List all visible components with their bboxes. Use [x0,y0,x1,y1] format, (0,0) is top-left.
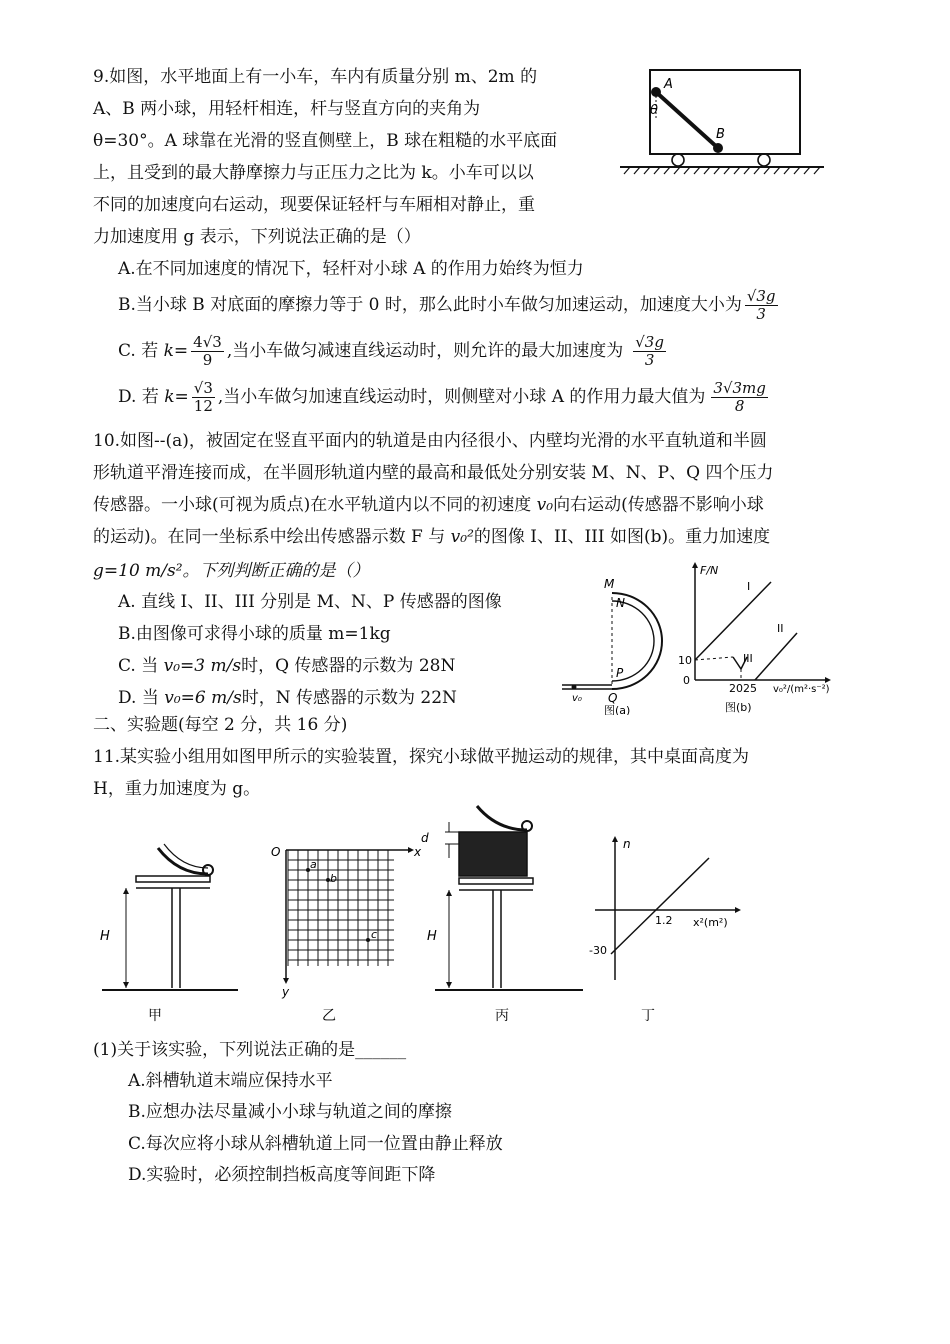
q9-line: 上，且受到的最大静摩擦力与正压力之比为 k。小车可以以 [93,163,534,183]
label-a: A [664,77,673,92]
y-axis-label: F/N [700,564,719,577]
q10-option-c-v: v₀=3 m/s [163,656,242,676]
caption-fig-a: 图(a) [604,704,631,715]
label-d: d [421,831,429,845]
k-symbol: k= [164,387,189,407]
q10-option-c-text: 时，Q 传感器的示数为 28N [241,656,456,676]
frac-num: √3 [193,379,213,397]
q10-line [93,494,764,516]
q9-option-c-pre: C. 若 [118,341,159,361]
frac-num: 3√3mg [713,379,766,397]
q9-option-b-text: B.当小球 B 对底面的摩擦力等于 0 时，那么此时小车做匀加速运动，加速度大小为 [118,295,742,315]
q9-option-a: A.在不同加速度的情况下，轻杆对小球 A 的作用力始终为恒力 [118,259,584,279]
origin-label: 0 [683,674,690,687]
frac-den: 3 [756,305,766,323]
frac-den: 12 [193,397,213,415]
caption-jia: 甲 [148,1008,162,1024]
q10-option-c [118,655,455,677]
label-x2: x²(m²) [693,916,728,929]
label-n: n [623,837,631,851]
q9-line: θ=30°。A 球靠在光滑的竖直侧壁上，B 球在粗糙的水平底面 [93,131,558,151]
q10-line-text: 传感器。一小球(可视为质点)在水平轨道内以不同的初速度 [93,495,532,515]
q10-line-tail: 向右运动(传感器不影响小球 [553,495,764,515]
q9-option-d-pre: D. 若 [118,387,159,407]
q9-option-b [118,286,781,324]
q9-line: A、B 两小球，用轻杆相连，杆与竖直方向的夹角为 [93,99,481,119]
q11-figure-jia [90,830,240,1025]
label-y: y [282,985,290,999]
label-a: a [310,858,317,871]
q10-option-d [118,687,457,709]
label-theta: θ [650,103,658,118]
q11-option-b: B.应想办法尽量减小小球与轨道之间的摩擦 [128,1102,452,1122]
q11-line: 11.某实验小组用如图甲所示的实验装置，探究小球做平抛运动的规律，其中桌面高度为 [93,747,750,767]
x-axis-label: v₀²/(m²·s⁻²) [773,684,830,695]
q10-option-c-pre: C. 当 [118,656,159,676]
q11-option-a: A.斜槽轨道末端应保持水平 [128,1071,333,1091]
label-n: N [616,596,625,610]
label-q: Q [608,691,618,705]
q10-line-text: 的运动)。在同一坐标系中绘出传感器示数 F 与 [93,527,446,547]
q11-line: H，重力加速度为 g。 [93,779,261,799]
series-label-iii: III [743,652,753,665]
q10-figure-a [560,575,670,715]
q10-line: 形轨道平滑连接而成，在半圆形轨道内壁的最高和最低处分别安装 M、N、P、Q 四个压力 [93,463,774,483]
q9-option-d [118,378,771,416]
label-m: M [604,577,615,591]
label-h: H [100,929,110,944]
q10-line [93,526,770,548]
q9-option-d-text: ,当小车做匀加速直线运动时，则侧壁对小球 A 的作用力最大值为 [217,387,706,407]
q11-sub1: (1)关于该实验，下列说法正确的是______ [93,1040,407,1060]
label-h: H [427,929,437,944]
label-o: O [271,845,281,859]
q9-line: 9.如图，水平地面上有一小车，车内有质量分别 m、2m 的 [93,67,538,87]
label-v0: v₀ [572,693,582,704]
q10-option-d-v: v₀=6 m/s [164,688,242,708]
series-label-i: I [747,580,751,593]
q11-option-d: D.实验时，必须控制挡板高度等间距下降 [128,1165,436,1185]
k-frac [192,380,215,415]
caption-yi: 乙 [322,1008,336,1024]
frac-den: 8 [734,397,745,415]
q11-figure-bing [415,800,590,1025]
q10-g-line: g=10 m/s²。下列判断正确的是（） [93,561,370,581]
frac-den: 3 [644,351,655,369]
caption-bing: 丙 [495,1008,509,1024]
section-title: 二、实验题(每空 2 分，共 16 分) [93,715,348,735]
v0-symbol: v₀ [536,495,554,515]
k-frac [191,334,224,369]
tick-minus-30: -30 [589,944,607,957]
series-label-ii: II [777,622,784,635]
board [459,832,527,876]
label-x: x [414,845,422,859]
fit-line [611,858,709,954]
line-i [695,582,771,660]
caption-fig-b: 图(b) [725,701,752,714]
q9-option-c-text: ,当小车做匀减速直线运动时，则允许的最大加速度为 [226,341,624,361]
line-ii [755,633,797,680]
label-b: B [716,127,725,142]
q9-option-c [118,332,669,370]
q9-line: 不同的加速度向右运动，现要保证轻杆与车厢相对静止，重 [93,195,535,215]
k-symbol: k= [163,341,189,361]
tick-1-2: 1.2 [655,914,673,927]
q10-option-d-pre: D. 当 [118,688,159,708]
label-c: c [371,928,378,941]
q10-option-b: B.由图像可求得小球的质量 m=1kg [118,624,391,644]
q11-figure-ding [585,830,745,1025]
v02-symbol: v₀² [450,527,474,547]
q10-option-d-text: 时，N 传感器的示数为 22N [241,688,457,708]
frac-num: √3g [746,287,776,305]
q10-figure-b [675,560,835,715]
label-b: b [330,872,337,885]
q11-option-c: C.每次应将小球从斜槽轨道上同一位置由静止释放 [128,1134,503,1154]
q9-line: 力加速度用 g 表示，下列说法正确的是（） [93,227,421,247]
q10-line-tail: 的图像 I、II、III 如图(b)。重力加速度 [473,527,771,547]
q9-option-b-frac [745,288,778,323]
frac-num: 4√3 [193,333,222,351]
q10-option-a: A. 直线 I、II、III 分别是 M、N、P 传感器的图像 [118,592,502,612]
tick-10: 10 [678,654,692,667]
label-p: P [616,666,624,680]
q10-line: 10.如图--(a)，被固定在竖直平面内的轨道是由内径很小、内壁均光滑的水平直轨道和半圆 [93,431,767,451]
frac-den: 9 [202,351,213,369]
q9-option-d-frac [711,380,767,415]
q9-option-c-frac [633,334,666,369]
q9-cart-figure [612,62,832,182]
caption-ding: 丁 [641,1008,655,1024]
q11-figure-yi [268,838,428,1028]
frac-num: √3g [635,333,664,351]
tick-2025: 2025 [729,682,757,695]
